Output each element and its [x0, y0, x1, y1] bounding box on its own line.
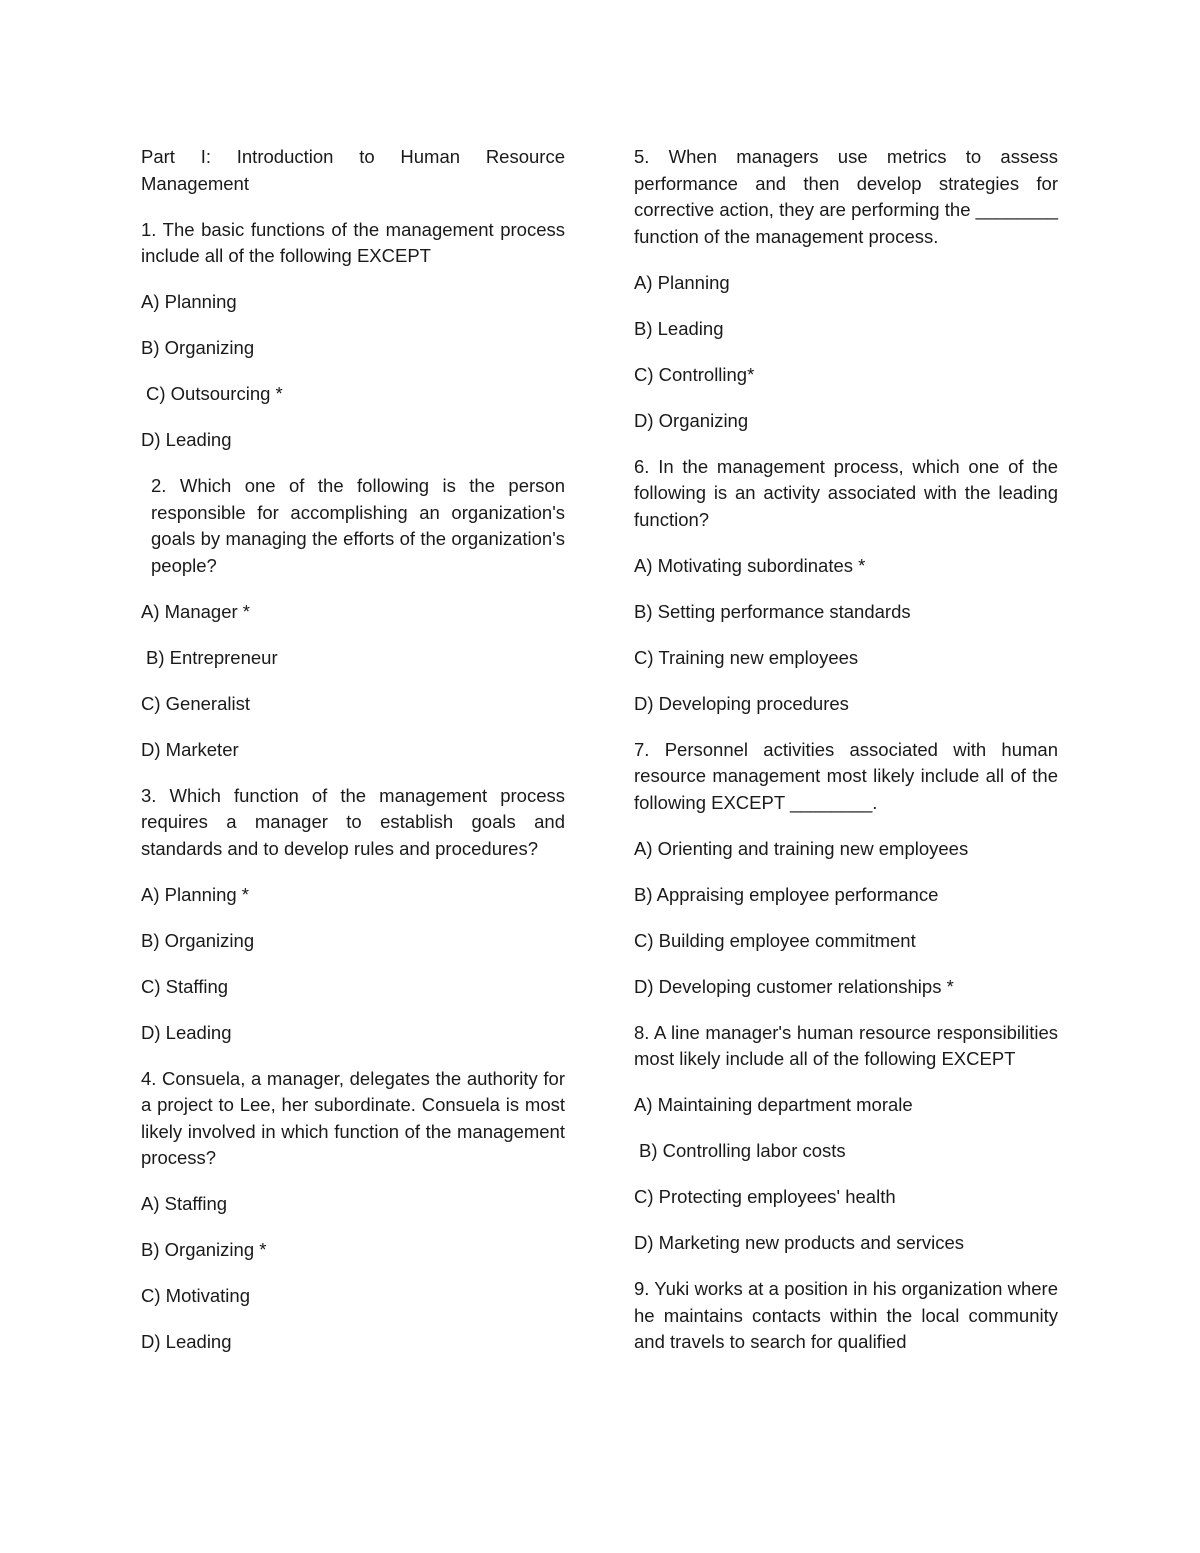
q7-option-b: B) Appraising employee performance: [634, 883, 939, 905]
q7-option-d: D) Developing customer relationships *: [634, 975, 954, 997]
q8-option-d: D) Marketing new products and services: [634, 1232, 965, 1253]
q8-option-a: A) Maintaining department morale: [634, 1094, 913, 1115]
q4-option-d: D) Leading: [141, 1331, 232, 1352]
q4-option-b: B) Organizing *: [141, 1239, 267, 1260]
question-3: 3. Which function of the management process requires a manager to establish goals and standards and to develop rules and procedures?: [141, 784, 565, 859]
question-6: 6. In the management process, which one of the following is an activity associated with the leading function?: [634, 455, 1058, 530]
q2-option-d: D) Marketer: [141, 738, 239, 760]
q6-option-d: D) Developing procedures: [634, 692, 849, 714]
q5-option-b: B) Leading: [634, 317, 724, 339]
question-8: 8. A line manager's human resource responsibilities most likely include all of the following EXCEPT: [634, 1021, 1058, 1069]
question-1: 1. The basic functions of the management process include all of the following EXCEPT: [141, 218, 565, 266]
section-heading: Part I: Introduction to Human Resource Management: [141, 146, 565, 194]
q8-option-c: C) Protecting employees' health: [634, 1186, 896, 1207]
q4-option-a: A) Staffing: [141, 1193, 228, 1214]
q1-option-c: C) Outsourcing *: [146, 383, 283, 404]
q5-option-d: D) Organizing: [634, 409, 749, 431]
q3-option-a: A) Planning *: [141, 883, 249, 905]
q5-option-a: A) Planning: [634, 271, 730, 293]
q1-option-a: A) Planning: [141, 291, 237, 312]
question-4: 4. Consuela, a manager, delegates the authority for a project to Lee, her subordinate. Consuela is most likely involved in which function of the management process?: [141, 1067, 565, 1168]
q1-option-b: B) Organizing: [141, 337, 255, 358]
q1-option-d: D) Leading: [141, 429, 232, 450]
left-column: [141, 144, 565, 1375]
q3-option-b: B) Organizing: [141, 929, 255, 951]
q7-option-a: A) Orienting and training new employees: [634, 837, 969, 859]
question-9: 9. Yuki works at a position in his organization where he maintains contacts within the local community and travels to search for qualified: [634, 1278, 1058, 1352]
question-5: 5. When managers use metrics to assess performance and then develop strategies for corrective action, they are performing the ________ function of the management process.: [634, 146, 1058, 247]
question-2: 2. Which one of the following is the person responsible for accomplishing an organization's goals by managing the efforts of the organization's people?: [151, 475, 565, 576]
right-column: [634, 144, 1058, 1375]
q3-option-c: C) Staffing: [141, 975, 229, 997]
q2-option-a: A) Manager *: [141, 600, 250, 622]
q7-option-c: C) Building employee commitment: [634, 929, 916, 951]
q8-option-b: B) Controlling labor costs: [639, 1140, 846, 1161]
q4-option-c: C) Motivating: [141, 1285, 250, 1306]
question-7: 7. Personnel activities associated with human resource management most likely include all of the following EXCEPT ________.: [634, 738, 1058, 813]
q6-option-a: A) Motivating subordinates *: [634, 554, 866, 576]
q6-option-b: B) Setting performance standards: [634, 600, 911, 622]
q3-option-d: D) Leading: [141, 1021, 232, 1043]
q2-option-c: C) Generalist: [141, 692, 250, 714]
q6-option-c: C) Training new employees: [634, 646, 859, 668]
q2-option-b: B) Entrepreneur: [146, 646, 278, 668]
q5-option-c: C) Controlling*: [634, 363, 755, 385]
